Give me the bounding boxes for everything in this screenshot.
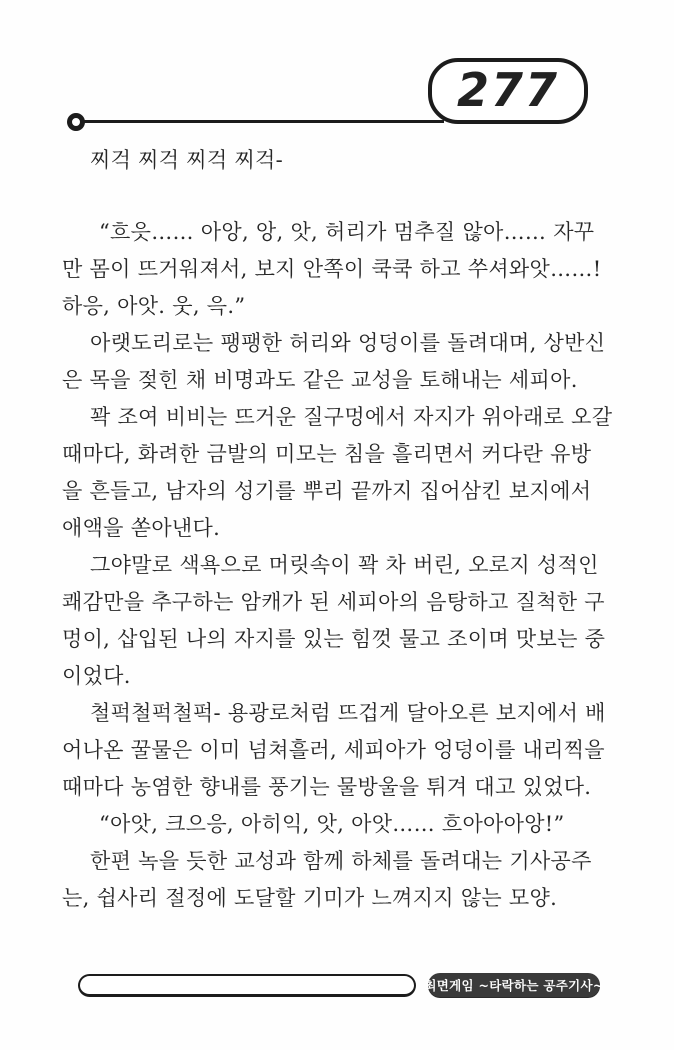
text-line: 때마다 농염한 향내를 풍기는 물방울을 튀겨 대고 있었다.	[62, 775, 592, 799]
paragraph	[62, 547, 622, 695]
page-number: 277	[456, 63, 560, 117]
text-line: 한편 녹을 듯한 교성과 함께 하체를 돌려대는 기사공주	[90, 849, 592, 873]
page-number-badge	[428, 58, 588, 124]
header-rule-line	[84, 120, 444, 123]
body-text	[62, 142, 622, 917]
text-line: 찌걱 찌걱 찌걱 찌걱-	[90, 148, 284, 172]
text-line: 멍이, 삽입된 나의 자지를 있는 힘껏 물고 조이며 맛보는 중	[62, 627, 606, 651]
text-line: 이었다.	[62, 664, 131, 688]
paragraph	[62, 695, 622, 806]
text-line: “아앗, 크으응, 아히익, 앗, 아앗…… 흐아아아앙!”	[99, 812, 565, 836]
header-line-end-dot	[67, 113, 85, 131]
paragraph	[62, 806, 622, 843]
text-line: 그야말로 색욕으로 머릿속이 꽉 차 버린, 오로지 성적인	[90, 553, 599, 577]
text-line: 하응, 아앗. 웃, 윽.”	[62, 294, 246, 318]
text-line: 꽉 조여 비비는 뜨거운 질구멍에서 자지가 위아래로 오갈	[90, 405, 613, 429]
text-line: 쾌감만을 추구하는 암캐가 된 세피아의 음탕하고 질척한 구	[62, 590, 605, 614]
paragraph	[62, 142, 622, 179]
paragraph	[62, 843, 622, 917]
text-line: 아랫도리로는 팽팽한 허리와 엉덩이를 돌려대며, 상반신	[90, 331, 606, 355]
paragraph	[62, 399, 622, 547]
text-line: 어나온 꿀물은 이미 넘쳐흘러, 세피아가 엉덩이를 내리찍을	[62, 738, 605, 762]
text-line: 때마다, 화려한 금발의 미모는 침을 흘리면서 커다란 유방	[62, 442, 592, 466]
text-line: “흐읏…… 아앙, 앙, 앗, 허리가 멈추질 않아…… 자꾸	[99, 220, 595, 244]
text-line: 만 몸이 뜨거워져서, 보지 안쪽이 쿡쿡 하고 쑤셔와앗……!	[62, 257, 602, 281]
text-line: 애액을 쏟아낸다.	[62, 516, 221, 540]
paragraph	[62, 325, 622, 399]
text-line: 을 흔들고, 남자의 성기를 뿌리 끝까지 집어삼킨 보지에서	[62, 479, 592, 503]
footer-pill	[78, 974, 416, 997]
series-title-badge	[424, 973, 604, 997]
text-line: 철퍽철퍽철퍽- 용광로처럼 뜨겁게 달아오른 보지에서 배	[90, 701, 606, 725]
paragraph	[62, 214, 622, 325]
text-line: 은 목을 젖힌 채 비명과도 같은 교성을 토해내는 세피아.	[62, 368, 578, 392]
series-title: 최면게임 ~타락하는 공주기사~	[424, 978, 604, 993]
text-line: 는, 쉽사리 절정에 도달할 기미가 느껴지지 않는 모양.	[62, 886, 558, 910]
